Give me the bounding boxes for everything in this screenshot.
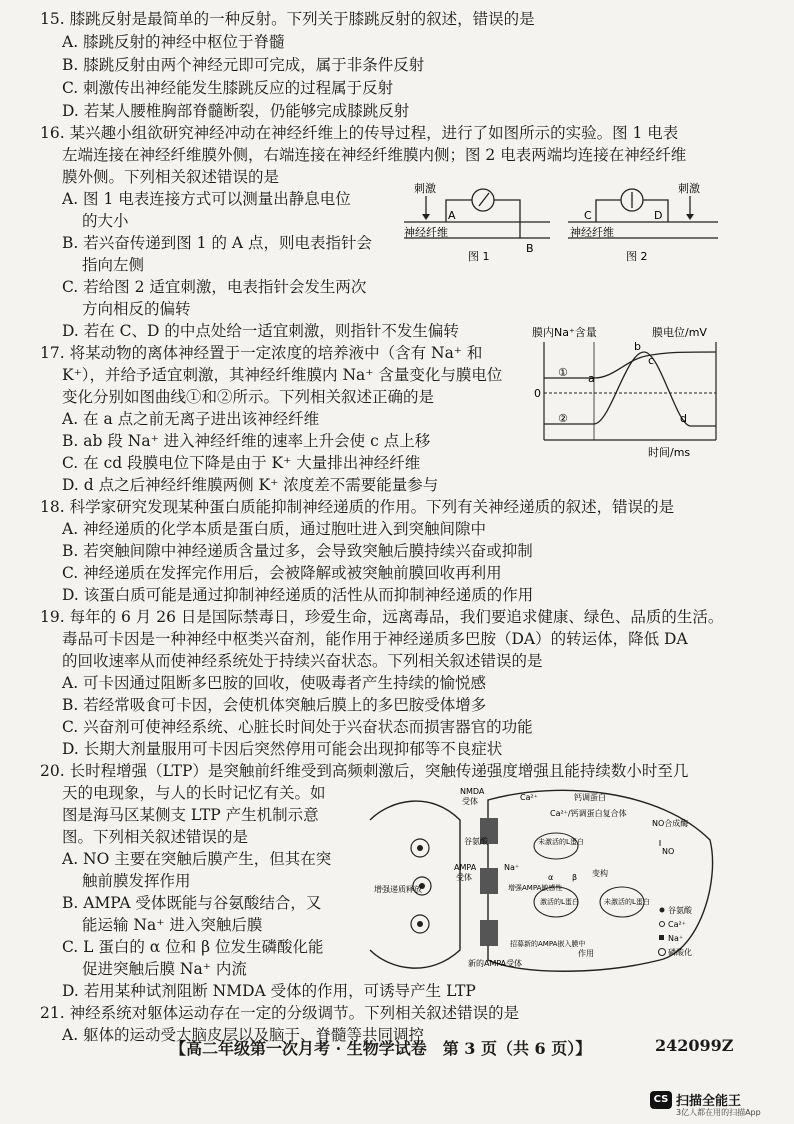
- q17-stem-line2: K⁺），并给予适宜刺激，其神经纤维膜内 Na⁺ 含量变化与膜电位: [62, 366, 503, 384]
- recruit-label: 招募新的AMPA嵌入膜中: [510, 940, 586, 948]
- alpha-label: α: [548, 873, 554, 882]
- fig1-point-a: A: [448, 209, 456, 222]
- scanner-brand: 扫描全能王: [676, 1094, 742, 1109]
- q16-option-a-cont: 的大小: [82, 212, 129, 230]
- fig2-stim-label: 刺激: [678, 182, 700, 195]
- glu-label: 谷氨酸: [464, 837, 488, 846]
- q19-stem-line1: 19. 每年的 6 月 26 日是国际禁毒日，珍爱生命，远离毒品，我们要追求健康、绿色、品质的生活。: [40, 608, 724, 626]
- fig2-point-c: C: [584, 209, 592, 222]
- q18-option-a: A. 神经递质的化学本质是蛋白质，通过胞吐进入到突触间隙中: [62, 520, 487, 538]
- q16-option-d: D. 若在 C、D 的中点处给一适宜刺激，则指针不发生偏转: [62, 322, 459, 340]
- fig2-arrowhead: [686, 214, 694, 220]
- q17-right-axis-label: 膜电位/mV: [652, 326, 707, 339]
- legend-na: Na⁺: [668, 934, 684, 943]
- q21-option-a: A. 躯体的运动受大脑皮层以及脑干、脊髓等共同调控: [62, 1026, 425, 1044]
- q20-option-c: C. L 蛋白的 α 位和 β 位发生磷酸化能: [62, 938, 324, 956]
- q17-point-c: c: [648, 354, 655, 367]
- change-label: 变构: [592, 869, 608, 878]
- footer-code: 242099Z: [655, 1036, 734, 1055]
- q17-option-b: B. ab 段 Na⁺ 进入神经纤维的速率上升会使 c 点上移: [62, 432, 431, 450]
- fig1-arrowhead: [422, 214, 430, 220]
- q20-stem-line4: 图。下列相关叙述错误的是: [62, 828, 249, 846]
- fig2-fiber-label: 神经纤维: [570, 226, 614, 239]
- q15-option-a: A. 膝跳反射的神经中枢位于脊髓: [62, 33, 285, 51]
- nmda-receptor-label: 受体: [462, 797, 478, 806]
- q16-stem-line2: 左端连接在神经纤维膜外侧，右端连接在神经纤维膜内侧；图 2 电表两端均连接在神经纤维: [62, 146, 687, 164]
- q15-option-c: C. 刺激传出神经能发生膝跳反应的过程属于反射: [62, 79, 394, 97]
- new-ampa-receptor: [480, 920, 498, 946]
- na-label: Na⁺: [504, 863, 520, 872]
- q17-point-a: a: [588, 372, 595, 385]
- q17-left-axis-label: 膜内Na⁺含量: [532, 326, 597, 339]
- q17-stem-line3: 变化分别如图曲线①和②所示。下列相关叙述正确的是: [62, 388, 435, 406]
- scanner-logo-icon: CS: [650, 1091, 672, 1109]
- q16-option-b-cont: 指向左侧: [82, 256, 145, 274]
- vesicle-core: [417, 921, 423, 927]
- q20-figure: [360, 780, 732, 980]
- footer-title: 【高二年级第一次月考 · 生物学试卷 第 3 页（共 6 页）】: [170, 1039, 592, 1058]
- no-synthase-label: NO合成酶: [652, 819, 689, 828]
- fig1-stim-label: 刺激: [414, 182, 436, 195]
- legend-glu: 谷氨酸: [668, 906, 692, 915]
- q17-point-b: b: [634, 340, 641, 353]
- q17-x-axis-label: 时间/ms: [648, 446, 691, 459]
- q16-option-a: A. 图 1 电表连接方式可以测量出静息电位: [62, 190, 351, 208]
- ampa-receptor-label: 受体: [456, 873, 472, 882]
- q18-option-d: D. 该蛋白质可能是通过抑制神经递质的活性从而抑制神经递质的作用: [62, 586, 534, 604]
- q18-stem: 18. 科学家研究发现某种蛋白质能抑制神经递质的作用。下列有关神经递质的叙述，错误的是: [40, 498, 675, 516]
- scanner-tagline: 3亿人都在用的扫描App: [676, 1108, 761, 1117]
- fig1-fiber-label: 神经纤维: [404, 226, 448, 239]
- inactive-l-label-2: 未激活的L蛋白: [604, 898, 650, 906]
- q20-stem-line3: 图是海马区某侧支 LTP 产生机制示意: [62, 806, 319, 824]
- q21-stem: 21. 神经系统对躯体运动存在一定的分级调节。下列相关叙述错误的是: [40, 1004, 520, 1022]
- fig1-point-b: B: [526, 242, 534, 255]
- nmda-label: NMDA: [460, 787, 485, 796]
- q19-stem-line3: 的回收速率从而使神经系统处于持续兴奋状态。下列相关叙述错误的是: [62, 652, 543, 670]
- legend-ca: Ca²⁺: [668, 920, 686, 929]
- enhance-ampa-label: 增强AMPA敏感性: [508, 884, 563, 892]
- q17-option-a: A. 在 a 点之前无离子进出该神经纤维: [62, 410, 320, 428]
- q19-option-c: C. 兴奋剂可使神经系统、心脏长时间处于兴奋状态而损害器官的功能: [62, 718, 533, 736]
- q16-option-b: B. 若兴奋传递到图 1 的 A 点，则电表指针会: [62, 234, 373, 252]
- q20-option-d: D. 若用某种试剂阻断 NMDA 受体的作用，可诱导产生 LTP: [62, 982, 476, 1000]
- effect-label: 作用: [578, 949, 594, 958]
- legend-glu-dot: [660, 908, 665, 913]
- active-l-label: 激活的L蛋白: [540, 898, 579, 906]
- q16-figure-1: [404, 181, 550, 263]
- inactive-l-label: 未激活的L蛋白: [538, 838, 584, 846]
- q17-option-c: C. 在 cd 段膜电位下降是由于 K⁺ 大量排出神经纤维: [62, 454, 421, 472]
- vesicle-core: [417, 845, 423, 851]
- q16-figure: [400, 180, 720, 280]
- camodulin-label: 钙调蛋白: [574, 793, 606, 802]
- inactive-l-protein: [534, 833, 578, 859]
- complex-label: Ca²⁺/钙调蛋白复合体: [550, 809, 627, 818]
- ampa-receptor: [480, 868, 498, 894]
- q18-option-b: B. 若突触间隙中神经递质含量过多，会导致突触后膜持续兴奋或抑制: [62, 542, 533, 560]
- q16-option-c: C. 若给图 2 适宜刺激，电表指针会发生两次: [62, 278, 367, 296]
- legend-ca-dot: [660, 922, 665, 927]
- fig2-caption: 图 2: [626, 250, 648, 263]
- q17-option-d: D. d 点之后神经纤维膜两侧 K⁺ 浓度差不需要能量参与: [62, 476, 439, 494]
- q20-stem-line2: 天的电现象，与人的长时记忆有关。如: [62, 784, 326, 802]
- q16-option-c-cont: 方向相反的偏转: [82, 300, 191, 318]
- q17-zero-label: 0: [534, 387, 541, 400]
- transmitter-release-label: 增强递质释放: [374, 885, 422, 894]
- q15-option-b: B. 膝跳反射由两个神经元即可完成，属于非条件反射: [62, 56, 425, 74]
- q16-figure-2: [568, 181, 718, 263]
- ca-label: Ca²⁺: [520, 793, 538, 802]
- legend-na-mark: [659, 935, 664, 940]
- q17-curve-1-label: ①: [558, 366, 568, 379]
- legend-p-mark: [659, 949, 666, 956]
- fig1-caption: 图 1: [468, 250, 490, 263]
- fig2-point-d: D: [654, 209, 663, 222]
- q17-stem-line1: 17. 将某动物的离体神经置于一定浓度的培养液中（含有 Na⁺ 和: [40, 344, 483, 362]
- q17-curve-2-label: ②: [558, 412, 568, 425]
- q17-point-d: d: [680, 412, 687, 425]
- q20-option-a: A. NO 主要在突触后膜产生，但其在突: [62, 850, 332, 868]
- no-label: NO: [662, 847, 675, 856]
- q18-option-c: C. 神经递质在发挥完作用后，会被降解或被突触前膜回收再利用: [62, 564, 502, 582]
- q19-stem-line2: 毒品可卡因是一种神经中枢类兴奋剂，能作用于神经递质多巴胺（DA）的转运体，降低 DA: [62, 630, 688, 648]
- q15-option-d: D. 若某人腰椎胸部脊髓断裂，仍能够完成膝跳反射: [62, 102, 410, 120]
- q20-option-c-cont: 促进突触后膜 Na⁺ 内流: [82, 960, 247, 978]
- q16-stem-line3: 膜外侧。下列相关叙述错误的是: [62, 168, 280, 186]
- q20-stem-line1: 20. 长时程增强（LTP）是突触前纤维受到高频刺激后，突触传递强度增强且能持续数小时至几: [40, 762, 689, 780]
- q16-stem-line1: 16. 某兴趣小组欲研究神经冲动在神经纤维上的传导过程，进行了如图所示的实验。图 1 电表: [40, 124, 679, 142]
- beta-label: β: [572, 873, 578, 882]
- new-ampa-label: 新的AMPA受体: [468, 959, 523, 968]
- q15-stem: 15. 膝跳反射是最简单的一种反射。下列关于膝跳反射的叙述，错误的是: [40, 10, 535, 28]
- q20-option-a-cont: 触前膜发挥作用: [82, 872, 191, 890]
- q19-option-d: D. 长期大剂量服用可卡因后突然停用可能会出现抑郁等不良症状: [62, 740, 503, 758]
- q19-option-a: A. 可卡因通过阻断多巴胺的回收，使吸毒者产生持续的愉悦感: [62, 674, 487, 692]
- q17-chart: [530, 322, 730, 462]
- q20-option-b-cont: 能运输 Na⁺ 进入突触后膜: [82, 916, 263, 934]
- q19-option-b: B. 若经常吸食可卡因，会使机体突触后膜上的多巴胺受体增多: [62, 696, 487, 714]
- q20-option-b: B. AMPA 受体既能与谷氨酸结合，又: [62, 894, 322, 912]
- legend-p: 磷酸化: [668, 948, 692, 957]
- ampa-label: AMPA: [454, 863, 477, 872]
